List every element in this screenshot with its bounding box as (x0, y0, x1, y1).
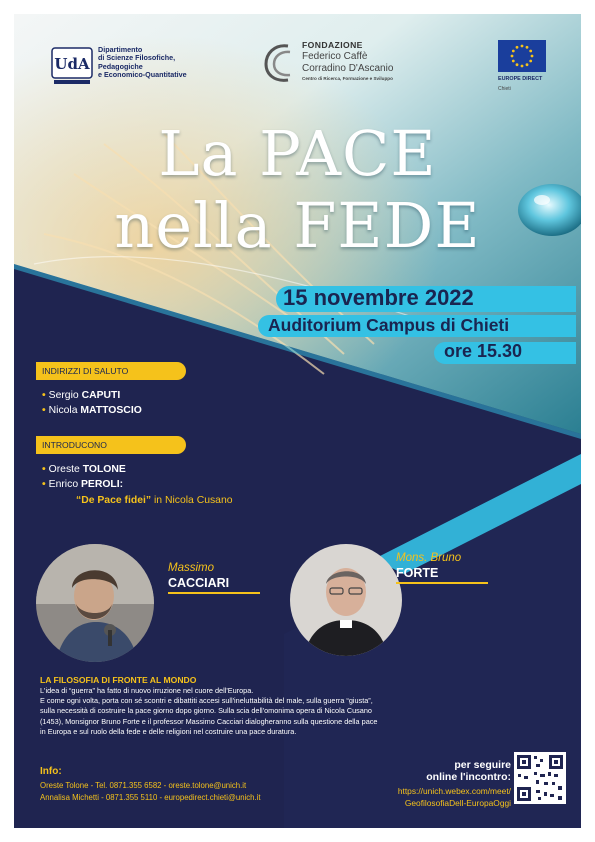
uda-logo (50, 44, 200, 104)
speaker-1-first-name: Massimo (168, 562, 215, 574)
speaker-2-underline (396, 582, 488, 584)
uda-department-text: Dipartimento di Scienze Filosofiche, Pedagogiche e Economico-Quantitative (98, 45, 187, 80)
europe-direct-logo (496, 40, 556, 100)
qr-code-icon[interactable] (514, 752, 566, 804)
online-caption: per seguire online l'incontro: (426, 759, 511, 783)
info-contact-1: Oreste Tolone - Tel. 0871.355 6582 - oreste.tolone@unich.it (40, 781, 247, 790)
intro-heading: INTRODUCONO (42, 440, 107, 450)
europe-direct-city: Chieti (498, 86, 511, 92)
speaker-photo-forte (290, 544, 402, 656)
info-contact-2: Annalisa Michetti - 0871.355 5110 - europedirect.chieti@unich.it (40, 793, 261, 802)
fondazione-logo (262, 38, 442, 98)
uda-mark-text: UdA (54, 55, 90, 73)
uda-logo-icon (50, 44, 94, 88)
speaker-2-last-name: FORTE (396, 566, 439, 580)
fondazione-logo-icon (262, 40, 296, 84)
webex-link-line-1[interactable]: https://unich.webex.com/meet/ (397, 786, 511, 796)
title-line-2: nella FEDE (114, 189, 481, 262)
webex-link-line-2[interactable]: GeofilosofiaDell-EuropaOggi (404, 798, 511, 808)
fondazione-name-2: Corradino D'Ascanio (302, 63, 394, 74)
event-place: Auditorium Campus di Chieti (268, 315, 510, 335)
intro-talk-title: “De Pace fidei” in Nicola Cusano (76, 495, 233, 506)
fondazione-name-1: Federico Caffè (302, 51, 368, 62)
fondazione-title: FONDAZIONE (302, 40, 363, 50)
title-line-1: La PACE (158, 117, 437, 190)
fondazione-subtitle: Centro di Ricerca, Formazione e Sviluppo (302, 76, 393, 81)
speaker-2-first-name: Mons. Bruno (396, 552, 462, 564)
greetings-person-2: • Nicola MATTOSCIO (42, 405, 142, 416)
eu-flag-icon (498, 40, 546, 72)
intro-person-2: • Enrico PEROLI: (42, 479, 124, 490)
info-heading: Info: (40, 766, 62, 777)
description-text: L'idea di “guerra” ha fatto di nuovo irruzione nel cuore dell'Europa. E come ogni volta, porta con sé scontri e dibattiti accesi sull'ineluttabilità del male, sulla guerra “giusta”, sulla necessità di costruire la pace giorno dopo giorno. Sulla scia dell'omonima opera di Nicola Cusano (1453), Monsignor Bruno Forte e il professor Massimo Cacciari dialogheranno sulla questione della pace in Europa e sul ruolo della fede e delle religioni nel costruire una pace duratura. (40, 686, 378, 736)
event-date: 15 novembre 2022 (283, 285, 474, 310)
greetings-heading: INDIRIZZI DI SALUTO (42, 366, 129, 376)
speaker-1-underline (168, 592, 260, 594)
speaker-photo-cacciari (36, 544, 154, 662)
intro-heading-pill (36, 436, 186, 454)
event-poster (14, 14, 581, 828)
intro-person-1: • Oreste TOLONE (42, 464, 126, 475)
description-heading: LA FILOSOFIA DI FRONTE AL MONDO (40, 675, 197, 685)
greetings-heading-pill (36, 362, 186, 380)
event-time: ore 15.30 (444, 341, 523, 361)
speaker-1-last-name: CACCIARI (168, 576, 230, 590)
europe-direct-label: EUROPE DIRECT (498, 76, 543, 82)
greetings-person-1: • Sergio CAPUTI (42, 390, 121, 401)
